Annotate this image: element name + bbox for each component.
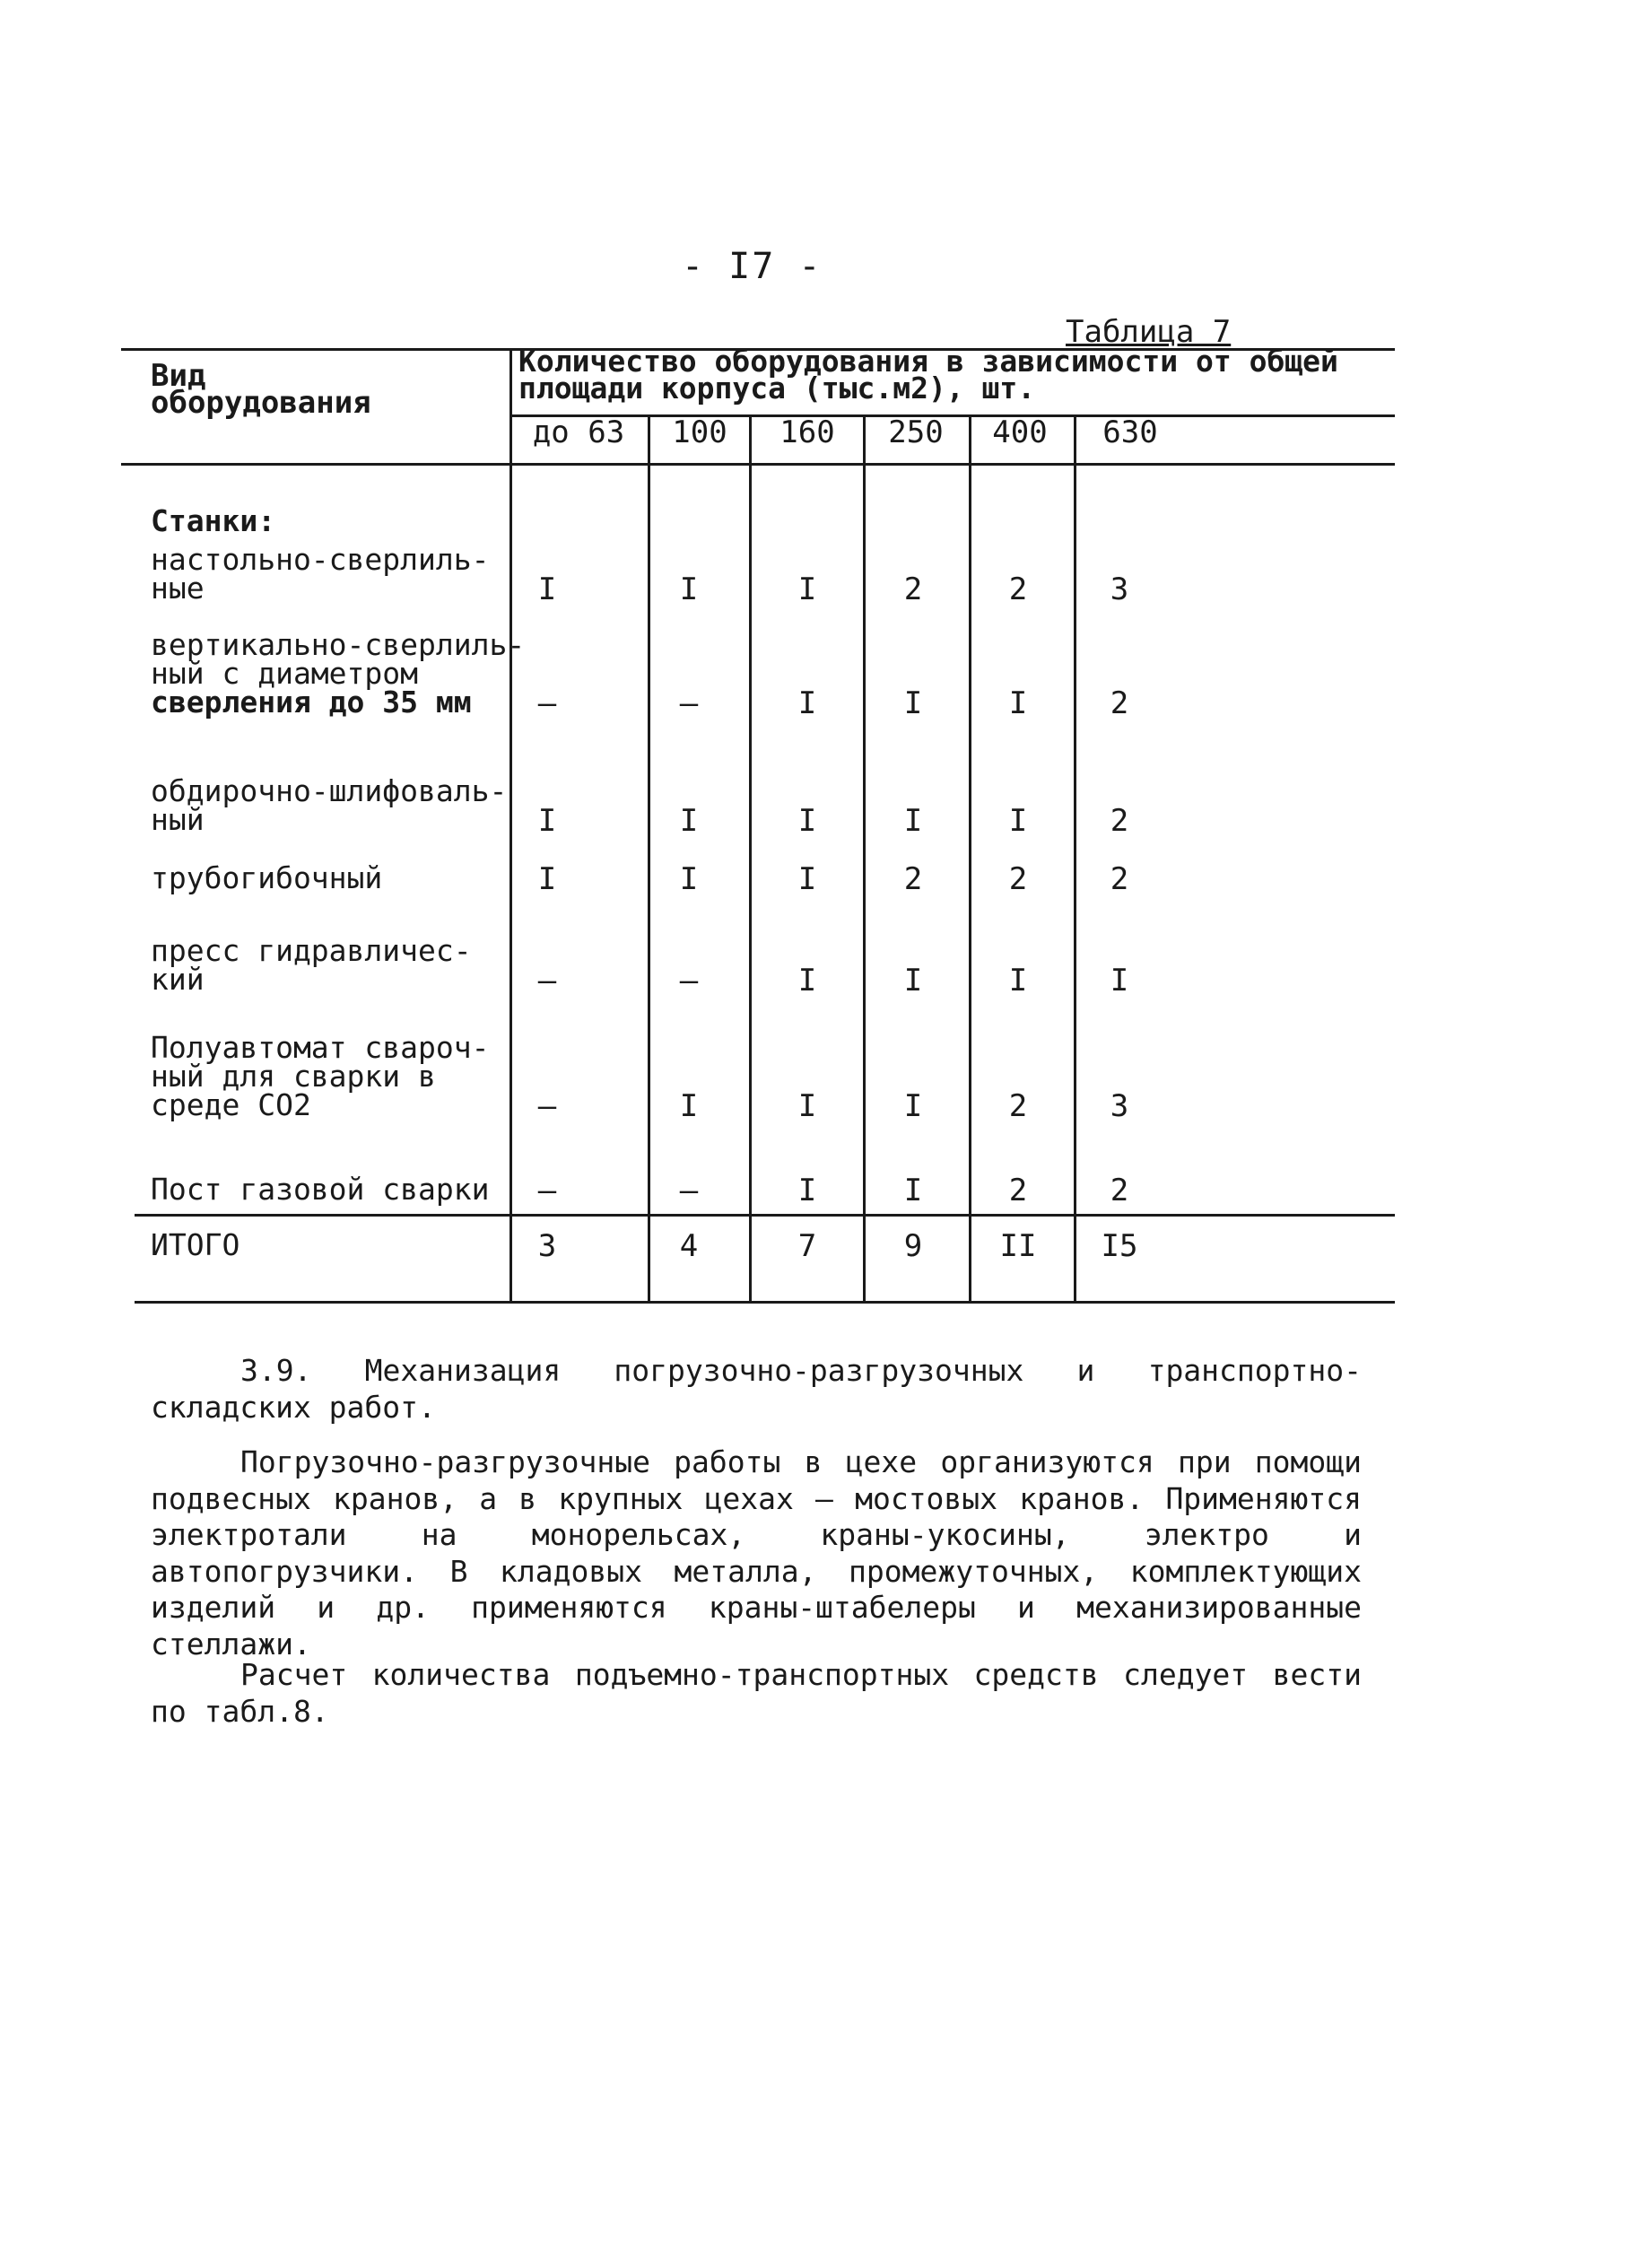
column-divider [648, 414, 650, 1301]
cell-value: 2 [1008, 1088, 1028, 1124]
cell-value: 2 [1110, 803, 1129, 839]
row-label-line: ные [151, 571, 205, 606]
cell-value: I [537, 571, 557, 607]
total-value: 3 [537, 1228, 557, 1264]
cell-value: I [1110, 963, 1129, 999]
cell-value: I [797, 1173, 817, 1208]
cell-value: I [903, 685, 923, 721]
row-label-line: среде CO2 [151, 1087, 311, 1122]
column-header: 250 [888, 414, 944, 450]
cell-value: – [537, 963, 557, 999]
cell-value: I [679, 571, 699, 607]
cell-value: – [537, 1088, 557, 1124]
cell-value: I [537, 861, 557, 897]
row-label-line: ный для сварки в [151, 1059, 436, 1094]
cell-value: I [679, 1088, 699, 1124]
table-total-rule [135, 1214, 1395, 1217]
total-value: 9 [903, 1228, 923, 1264]
cell-value: I [797, 963, 817, 999]
total-value: 4 [679, 1228, 699, 1264]
row-label-line: вертикально-сверлиль- [151, 627, 526, 662]
column-header: 400 [992, 414, 1048, 450]
table-bottom-rule [135, 1301, 1395, 1304]
cell-value: I [797, 861, 817, 897]
row-label-line: Полуавтомат свароч- [151, 1030, 490, 1065]
cell-value: I [537, 803, 557, 839]
page-number: - I7 - [682, 246, 823, 287]
section-heading-paragraph: 3.9. Механизация погрузочно-разгрузочных и транспортно-складских работ. [151, 1353, 1362, 1425]
cell-value: 2 [1110, 861, 1129, 897]
row-label-line: настольно-сверлиль- [151, 542, 490, 577]
cell-value: – [679, 963, 699, 999]
cell-value: I [1008, 685, 1028, 721]
row-label-line: ный [151, 802, 205, 837]
table-header-bottom-rule [121, 463, 1395, 466]
cell-value: 3 [1110, 571, 1129, 607]
cell-value: 2 [1008, 571, 1028, 607]
cell-value: – [679, 685, 699, 721]
cell-value: 2 [1110, 685, 1129, 721]
cell-value: 3 [1110, 1088, 1129, 1124]
group-header-line1: Количество оборудования в зависимости от общей [518, 344, 1338, 379]
cell-value: – [679, 1173, 699, 1208]
cell-value: I [903, 803, 923, 839]
col0-header-line2: оборудования [151, 385, 371, 421]
cell-value: 2 [1008, 1173, 1028, 1208]
row-label-line: пресс гидравличес- [151, 933, 472, 968]
cell-value: I [797, 803, 817, 839]
table-caption: Таблица 7 [1066, 314, 1232, 350]
row-label-line: обдирочно-шлифоваль- [151, 773, 508, 808]
section-label: Станки: [151, 503, 276, 538]
cell-value: 2 [903, 571, 923, 607]
cell-value: I [903, 1088, 923, 1124]
cell-value: I [797, 685, 817, 721]
total-value: 7 [797, 1228, 817, 1264]
cell-value: I [1008, 963, 1028, 999]
cell-value: I [797, 571, 817, 607]
cell-value: I [797, 1088, 817, 1124]
column-divider [969, 414, 971, 1301]
cell-value: I [903, 1173, 923, 1208]
row-label-line: ный с диаметром [151, 656, 419, 691]
cell-value: – [537, 1173, 557, 1208]
row-label-line: Пост газовой сварки [151, 1172, 490, 1207]
cell-value: – [537, 685, 557, 721]
column-header: 630 [1102, 414, 1158, 450]
cell-value: I [1008, 803, 1028, 839]
total-label: ИТОГО [151, 1227, 240, 1262]
cell-value: 2 [1008, 861, 1028, 897]
column-divider [509, 348, 512, 1301]
column-divider [749, 414, 752, 1301]
cell-value: I [903, 963, 923, 999]
cell-value: I [679, 803, 699, 839]
column-divider [863, 414, 866, 1301]
cell-value: 2 [1110, 1173, 1129, 1208]
column-divider [1074, 414, 1076, 1301]
row-label-line: сверления до 35 мм [151, 685, 472, 720]
row-label-line: трубогибочный [151, 860, 383, 895]
row-label-line: кий [151, 962, 205, 997]
total-value: II [999, 1228, 1037, 1264]
column-header: 160 [779, 414, 835, 450]
total-value: I5 [1101, 1228, 1138, 1264]
body-paragraph: Расчет количества подъемно-транспортных средств следует вести по табл.8. [151, 1657, 1362, 1729]
column-header: до 63 [532, 414, 625, 450]
col0-header-line1: Вид [151, 358, 206, 394]
column-header: 100 [672, 414, 727, 450]
body-paragraph: Погрузочно-разгрузочные работы в цехе организуются при помощи подвесных кранов, а в крупных цехах – мостовых кранов. Применяются электротали на монорельсах, краны-укосины, электро и автопогрузчики. В кладовых металла, промежуточных, комплектующих изделий и др. применяются краны-штабелеры и механизированные стеллажи. [151, 1444, 1362, 1662]
cell-value: I [679, 861, 699, 897]
cell-value: 2 [903, 861, 923, 897]
group-header-line2: площади корпуса (тыс.м2), шт. [518, 371, 1036, 406]
